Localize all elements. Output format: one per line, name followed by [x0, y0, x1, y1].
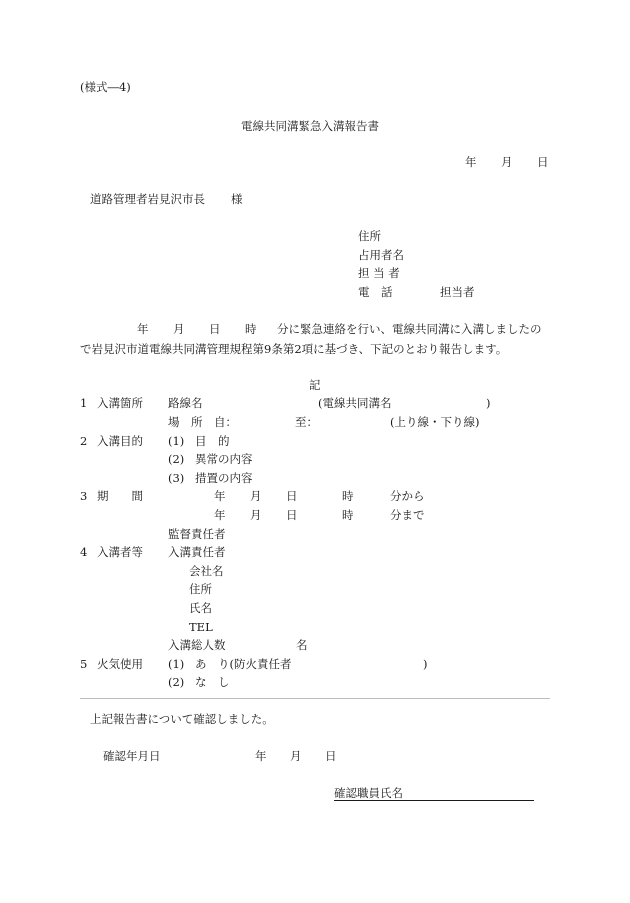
item1-place-label: 場 所 自： [168, 415, 237, 429]
confirm-text: 上記報告書について確認しました。 [90, 712, 274, 726]
item1-cable-close: ) [486, 396, 491, 410]
body-year: 年 [137, 322, 149, 336]
section-divider [80, 698, 550, 699]
item3-until-day: 日 [286, 508, 298, 522]
item3-label: 期 間 [97, 489, 143, 503]
confirm-year: 年 [255, 749, 267, 763]
item5-sub2-no: (2) [168, 675, 185, 689]
item2-sub1-no: (1) [168, 434, 185, 448]
confirm-staff-label: 確認職員氏名 [334, 786, 403, 800]
item2-sub1: 目 的 [195, 434, 230, 448]
applicant-phone-person-label: 担当者 [440, 285, 475, 299]
date-day: 日 [537, 155, 549, 169]
item4-supervisor: 監督責任者 [168, 527, 226, 541]
confirm-day: 日 [325, 749, 337, 763]
item4-company: 会社名 [189, 564, 224, 578]
applicant-occupant-label: 占用者名 [358, 248, 404, 262]
date-month: 月 [501, 155, 513, 169]
addressee-suffix: 様 [231, 192, 243, 206]
item5-sub1-close: ) [423, 657, 428, 671]
item1-no: 1 [80, 396, 88, 410]
item5-sub2: な し [195, 675, 230, 689]
body-line1-rest: 分に緊急連絡を行い、電線共同溝に入溝しましたの [277, 322, 542, 336]
item2-no: 2 [80, 434, 88, 448]
item2-sub2: 異常の内容 [195, 452, 253, 466]
item4-address: 住所 [189, 582, 212, 596]
item3-until-label: 分まで [390, 508, 425, 522]
confirm-date-label: 確認年月日 [103, 749, 161, 763]
item2-sub3: 措置の内容 [195, 471, 253, 485]
ki-heading: 記 [309, 378, 321, 392]
staff-signature-line [334, 800, 534, 801]
body-line2: で岩見沢市道電線共同溝管理規程第9条第2項に基づき、下記のとおり報告します。 [80, 342, 508, 356]
item3-from-month: 月 [250, 489, 262, 503]
item3-from-day: 日 [286, 489, 298, 503]
confirm-month: 月 [290, 749, 302, 763]
item5-sub1: あ り(防火責任者 [195, 657, 292, 671]
applicant-phone-label: 電 話 [358, 285, 393, 299]
addressee-name: 道路管理者岩見沢市長 [90, 192, 205, 206]
item4-name: 氏名 [189, 601, 212, 615]
body-hour: 時 [245, 322, 257, 336]
item3-from-label: 分から [390, 489, 425, 503]
item1-route-label: 路線名 [168, 396, 203, 410]
body-month: 月 [173, 322, 185, 336]
item3-until-hour: 時 [342, 508, 354, 522]
item1-label: 入溝箇所 [97, 396, 143, 410]
body-day: 日 [209, 322, 221, 336]
item4-total: 入溝総人数 [168, 638, 226, 652]
item3-until-year: 年 [214, 508, 226, 522]
item5-sub1-no: (1) [168, 657, 185, 671]
item4-tel: TEL [189, 620, 213, 634]
item1-to-label: 至： [295, 415, 318, 429]
item2-label: 入溝目的 [97, 434, 143, 448]
item1-direction: (上り線・下り線) [390, 415, 480, 429]
form-number: (様式―4) [80, 80, 131, 94]
item4-label: 入溝者等 [97, 545, 143, 559]
item4-no: 4 [80, 545, 88, 559]
item5-label: 火気使用 [97, 657, 143, 671]
item4-total-unit: 名 [296, 638, 308, 652]
item3-no: 3 [80, 489, 88, 503]
date-year: 年 [465, 155, 477, 169]
item4-responsible: 入溝責任者 [168, 545, 226, 559]
item2-sub3-no: (3) [168, 471, 185, 485]
item3-until-month: 月 [250, 508, 262, 522]
item5-no: 5 [80, 657, 88, 671]
item3-from-hour: 時 [342, 489, 354, 503]
applicant-person-label: 担 当 者 [358, 266, 400, 280]
item2-sub2-no: (2) [168, 452, 185, 466]
item3-from-year: 年 [214, 489, 226, 503]
applicant-address-label: 住所 [358, 229, 381, 243]
document-title: 電線共同溝緊急入溝報告書 [241, 119, 379, 133]
item1-cable-label: (電線共同溝名 [318, 396, 392, 410]
